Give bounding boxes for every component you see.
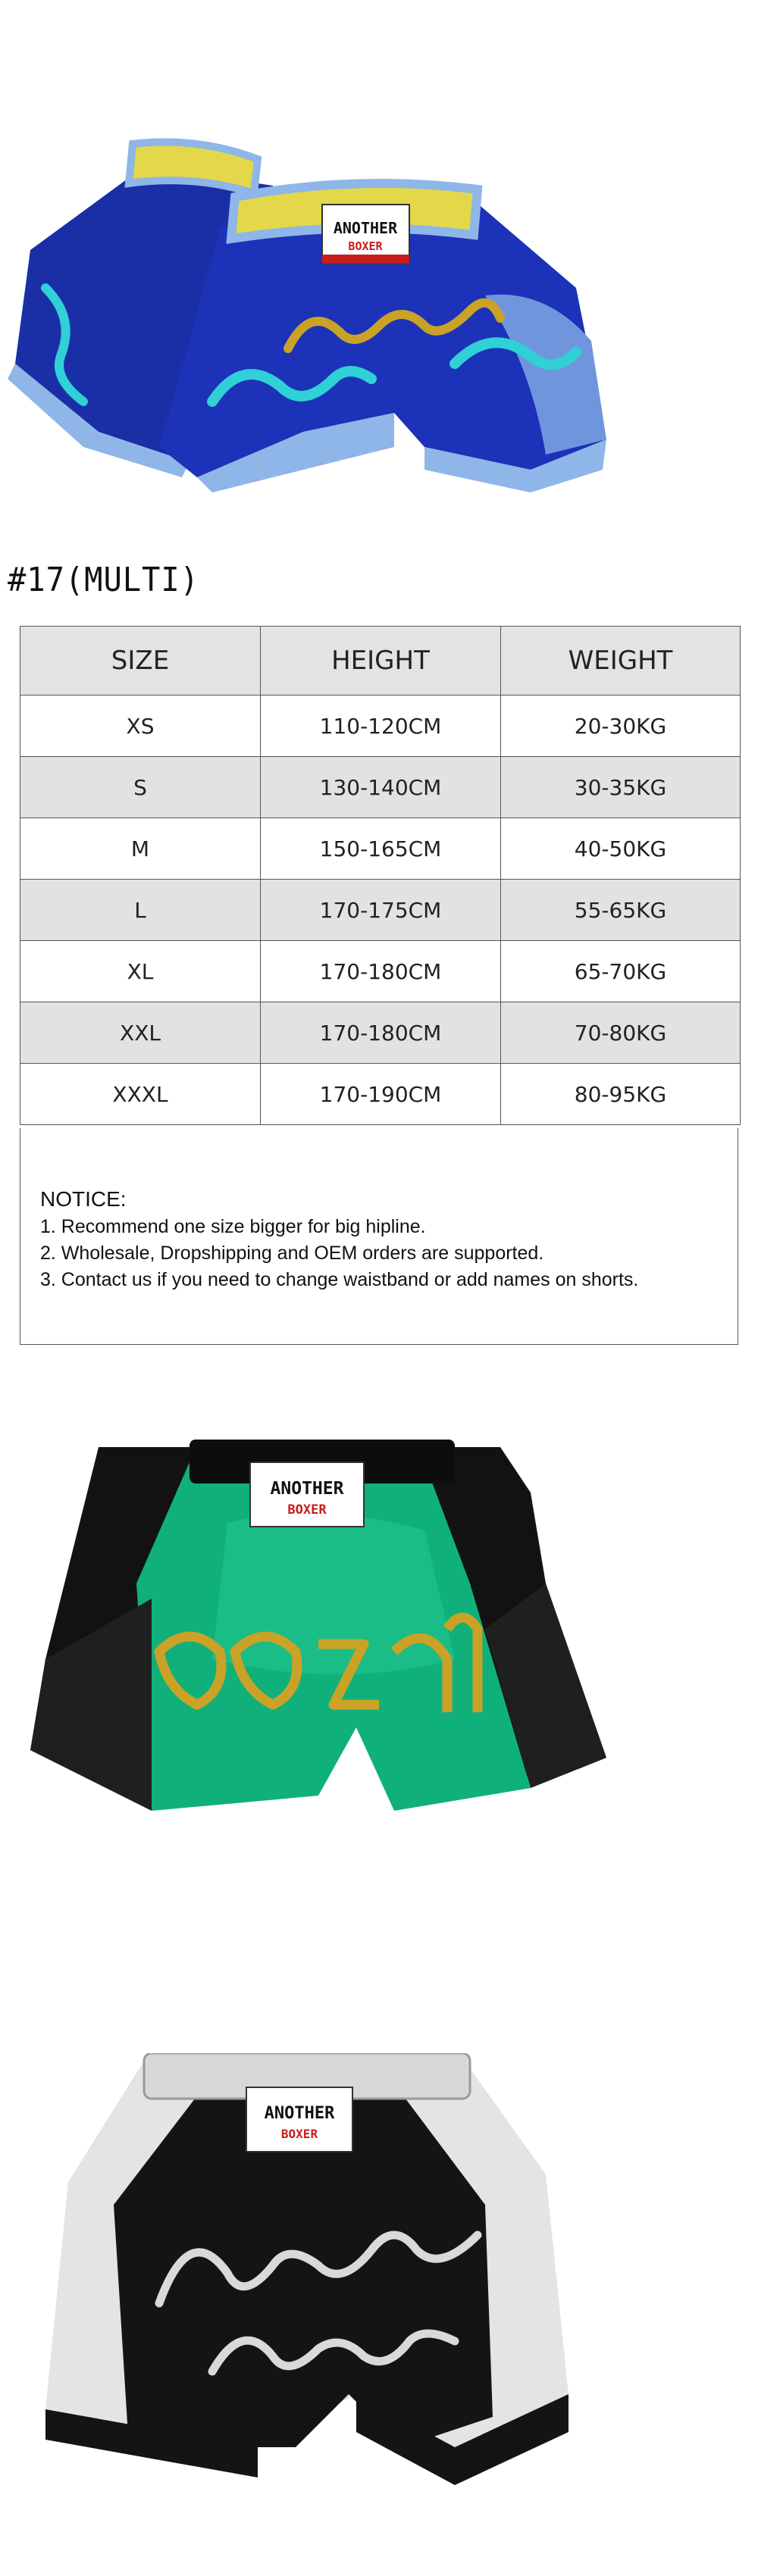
notice-item: 2. Wholesale, Dropshipping and OEM orders are supported. [40,1243,544,1264]
weight-cell: 20-30KG [501,696,741,757]
weight-cell: 80-95KG [501,1064,741,1125]
size-row-xs [20,696,741,757]
size-cell: S [20,757,261,818]
blue-shorts-label-line1: ANOTHER [333,219,398,237]
height-cell: 130-140CM [261,757,501,818]
green-shorts-label-line1: ANOTHER [270,1479,344,1499]
notice-item: 3. Contact us if you need to change waistband or add names on shorts. [40,1269,639,1290]
header-weight: WEIGHT [501,627,741,696]
weight-cell: 40-50KG [501,818,741,880]
black-shorts-image [0,2053,758,2553]
height-cell: 150-165CM [261,818,501,880]
height-cell: 170-180CM [261,1002,501,1064]
size-chart-table [20,626,741,1125]
header-height: HEIGHT [261,627,501,696]
notice-item: 1. Recommend one size bigger for big hipline. [40,1216,426,1237]
size-chart-header-row [20,627,741,696]
height-cell: 170-190CM [261,1064,501,1125]
height-cell: 170-175CM [261,880,501,941]
size-cell: M [20,818,261,880]
size-row-xl [20,941,741,1002]
weight-cell: 30-35KG [501,757,741,818]
height-cell: 170-180CM [261,941,501,1002]
height-cell: 110-120CM [261,696,501,757]
size-row-s [20,757,741,818]
size-row-m [20,818,741,880]
weight-cell: 55-65KG [501,880,741,941]
size-cell: XS [20,696,261,757]
notice-heading: NOTICE: [40,1187,127,1211]
size-row-xxxl [20,1064,741,1125]
size-row-l [20,880,741,941]
size-cell: L [20,880,261,941]
size-cell: XXXL [20,1064,261,1125]
size-cell: XL [20,941,261,1002]
header-size: SIZE [20,627,261,696]
green-shorts-image [0,1432,758,1902]
blue-shorts-label-line2: BOXER [348,239,383,253]
blue-shorts-image [0,114,758,508]
black-shorts-label-line1: ANOTHER [264,2104,335,2123]
notice-box [20,1128,738,1345]
black-shorts-label-line2: BOXER [280,2127,318,2141]
weight-cell: 70-80KG [501,1002,741,1064]
weight-cell: 65-70KG [501,941,741,1002]
green-shorts-label-line2: BOXER [287,1502,327,1518]
size-row-xxl [20,1002,741,1064]
size-cell: XXL [20,1002,261,1064]
size-chart-title: #17(MULTI) [8,561,199,599]
